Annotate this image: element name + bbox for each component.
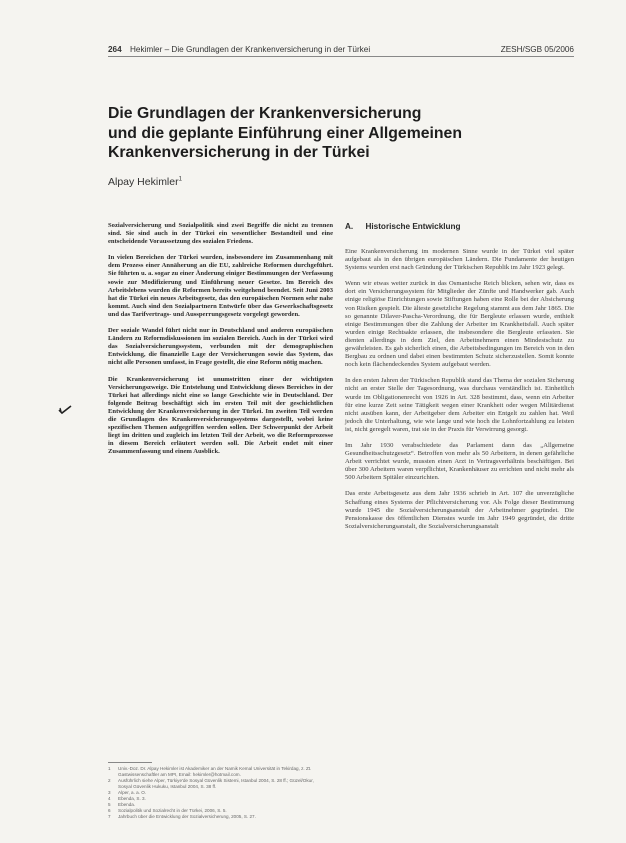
footnote-item (108, 766, 323, 778)
footnote-number: 7 (108, 814, 111, 819)
footnote-text: Jahrbuch über die Entwicklung der Sozialversicherung, 2005, S. 27. (118, 814, 256, 819)
title-line: und die geplante Einführung einer Allgemeinen (108, 124, 462, 142)
journal-issue: ZESH/SGB 05/2006 (500, 45, 574, 54)
footnote-number: 2 (108, 778, 111, 783)
author-footnote-marker: 1 (178, 176, 182, 183)
footnotes (108, 766, 323, 820)
page-number: 264 (108, 45, 122, 54)
footnote-item (108, 778, 323, 790)
footnote-text: Ebenda. (118, 802, 136, 807)
abstract-paragraph: Sozialversicherung und Sozialpolitik sind zwei Begriffe die nicht zu trennen sind. Sie sind auch in der Türkei ein wesentlicher Bestandteil und eine entscheidende Voraussetzung des sozialen Friedens. (108, 222, 333, 246)
footnote-rule (108, 762, 152, 763)
section-number: A. (345, 222, 354, 231)
running-title: Hekimler – Die Grundlagen der Krankenversicherung in der Türkei (130, 45, 371, 54)
footnote-text: Ausführlich siehe Alper, Türkiye'de Sosyal Güvenlik Sistemi, Istanbul 2004, S. 28 ff.; Güzel/Okur, Sosyal Güvenlik Hukuku, Istanbul 2004, S. 38 ff. (118, 778, 314, 789)
author-name: Alpay Hekimler (108, 176, 179, 188)
footnote-number: 3 (108, 790, 111, 795)
left-column (108, 222, 333, 464)
section-heading (345, 222, 461, 231)
body-paragraph: Im Jahr 1930 verabschiedete das Parlament dann das „Allgemeine Gesundheitsschutzgesetz“. Betroffen von mehr als 50 Arbeitern, in denen gefährliche Arbeit verrichtet wurde, mussten einen Arzt in Vertragsverhältnis beschäftigen. Bei über 300 Arbeitern waren verpflichtet, Krankenhäuser zu errichten und nicht mehr als 500 Arbeitern Spitäler einzurichten. (345, 441, 574, 482)
footnote-text: Univ.-Doz. Dr. Alpay Hekimler ist Akademiker an der Namik Kemal Universität in Tekirdag, z. Zt. Gastwissenschaftler am MPI, Email: hekimler@hotmail.com. (118, 766, 312, 777)
header-rule (108, 56, 574, 57)
right-column (345, 248, 574, 539)
footnote-number: 4 (108, 796, 111, 801)
footnote-number: 5 (108, 802, 111, 807)
section-title: Historische Entwicklung (365, 222, 461, 231)
body-paragraph: Eine Krankenversicherung im modernen Sinne wurde in der Türkei viel später aufgebaut als in den übrigen europäischen Ländern. Die Fundamente der heutigen Systems wurden erst nach Gründung der Türkischen Republik im Jahr 1923 gelegt. (345, 248, 574, 272)
abstract-paragraph: Die Krankenversicherung ist unumstritten einer der wichtigsten Versicherungszweige. Die Entstehung und Entwicklung dieses Bereiches in der Türkei hat allerdings nicht eine so lange Geschichte wie in Deutschland. Der folgende Beitrag beschäftigt sich im ersten Teil mit der geschichtlichen Entwicklung der Krankenversicherung in der Türkei. Im zweiten Teil werden die Grundlagen des Krankenversicherungssystems dargestellt, wobei keine spezifischen Themen aufgegriffen werden sollen. Der Schwerpunkt der Arbeit liegt im dritten und zugleich im letzten Teil der Arbeit, wo die Reformprozesse in diesem Bereich erläutert werden soll. Die Arbeit endet mit einer Zusammenfassung und einem Ausblick. (108, 375, 333, 456)
title-line: Krankenversicherung in der Türkei (108, 144, 370, 161)
handwritten-check-mark-icon (58, 405, 72, 415)
body-paragraph: Wenn wir etwas weiter zurück in das Osmanische Reich blicken, sehen wir, dass es dort ein Versicherungssystem für Mitglieder der Zünfte und Handwerker gab. Auch einige religiöse Einrichtungen sowie Stiftungen haben eine Rolle bei der Absicherung von Risiken gespielt. Die älteste gesetzliche Regelung stammt aus dem Jahr 1865. Die so genannte Dilaver-Pascha-Verordnung, die für Bergleute erlassen wurde, enthielt einige Bestimmungen über die Zahlung der Arbeiter im Krankheitsfall. Auch später wurden einige Rechtsakte erlassen, die insbesondere die Bergleute erfassten. Sie dienten allerdings in dem Ziel, den Arbeitnehmern einen Mindestschutz zu gewährleisten. Es gab sicherlich einen, die Arbeitsbedingungen im Bereich von in den Bergbau zu ordnen und dabei einen bestimmten Schutz sicherzustellen. Somit konnte noch kein flächendeckendes System aufgebaut werden. (345, 280, 574, 369)
footnote-text: Ebenda, S. 3. (118, 796, 146, 801)
footnote-text: Alper, a. a. O. (118, 790, 147, 795)
body-paragraph: Das erste Arbeitsgesetz aus dem Jahr 1936 schrieb in Art. 107 die unverzügliche Schaffung eines Systems der Pflichtversicherung vor. Als Folge dieser Bestimmung wurde 1945 die Sozialversicherungsanstalt der Arbeitnehmer gegründet. Die Pensionskasse des öffentlichen Dienstes wurde im Jahr 1949 gegründet, die dritte Sozialversicherungsanstalt, die Sozialversicherungsanstalt (345, 490, 574, 530)
footnote-number: 6 (108, 808, 111, 813)
title-line: Die Grundlagen der Krankenversicherung (108, 105, 422, 122)
footnote-item (108, 814, 323, 820)
body-paragraph: In den ersten Jahren der Türkischen Republik stand das Thema der sozialen Sicherung nicht an erster Stelle der Tagesordnung, was durchaus verständlich ist. Einheitlich wurde im Obligationenrecht von 1926 in Art. 328 bestimmt, dass, wenn ein Arbeiter für eine kurze Zeit seine Tätigkeit wegen einer Krankheit oder wegen Militärdienst nicht ausüben kann, der Arbeitgeber dem Arbeiter ein Entgelt zu zahlen hat. Weil jedoch die Unterhaltung, wie wie lange und wie hoch die Lohnfortzahlung zu leisten ist, nicht geregelt waren, trat sie in der Praxis für Verwirrung gesorgt. (345, 377, 574, 433)
author (108, 176, 182, 188)
footnote-number: 1 (108, 766, 111, 771)
abstract-paragraph: Der soziale Wandel führt nicht nur in Deutschland und anderen europäischen Ländern zu Reformdiskussionen im sozialen Bereich. Auch in der Türkei wird das Sozialversicherungssystem, verbunden mit der demographischen Entwicklung, die finanzielle Lage der Versicherungen sowie das System, das nicht alle Personen umfasst, in Frage gestellt, die eine Reform nötig machen. (108, 327, 333, 367)
footnote-text: Sozialpolitik und Sozialrecht in der Türkei, 2006, S. 5. (118, 808, 227, 813)
article-title (108, 104, 528, 163)
abstract-paragraph: In vielen Bereichen der Türkei wurden, insbesondere im Zusammenhang mit dem Prozess einer Annäherung an die EU, zahlreiche Reformen durchgeführt. Sie führten u. a. sogar zu einer Änderung einiger Bestimmungen der Verfassung sowie zur Modifizierung und Einführung neuer Gesetze. Im Bereich des Arbeitslebens wurden die Reformen bereits weitgehend beendet. Seit Juni 2003 hat die Türkei ein neues Arbeitsgesetz, das den europäischen Normen sehr nahe kommt. Auch sind den Sozialpartnern Entwürfe über das Gewerkschaftsgesetz und das Tarifvertrags- und Aussperrungsgesetz vorgelegt geworden. (108, 254, 333, 318)
